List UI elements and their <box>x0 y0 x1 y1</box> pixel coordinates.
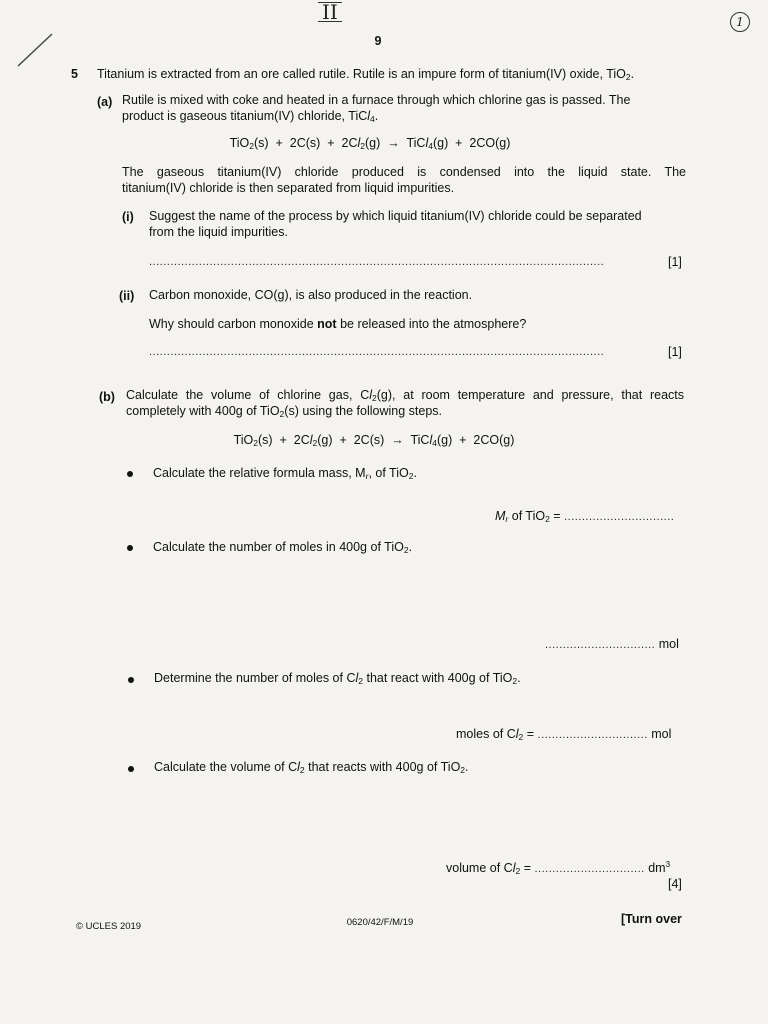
bullet-4-text: Calculate the volume of $Cl_2$ that reacts with 400g of TiO$_2$. <box>154 760 469 775</box>
bullet-4-marker <box>128 766 134 772</box>
marks-b: [4] <box>668 877 682 891</box>
answer-volume-cl2: volume of $Cl_2$ = ............................... $dm^3$ <box>446 860 671 876</box>
question-number: 5 <box>71 67 78 81</box>
bullet-2-text: Calculate the number of moles in 400g of TiO$_2$. <box>153 540 413 555</box>
answer-moles-cl2: moles of $Cl_2$ = ............................... mol <box>456 727 672 742</box>
footer-turn-over: [Turn over <box>621 912 682 926</box>
part-a-label: (a) <box>97 95 113 109</box>
footer-paper-code: 0620/42/F/M/19 <box>346 917 414 928</box>
part-a-ii-question: Why should carbon monoxide not be released into the atmosphere? <box>149 317 527 331</box>
part-a-text: Rutile is mixed with coke and heated in a furnace through which chlorine gas is passed. The product is gaseous titanium(IV) chloride, TiCl$_4$. <box>122 93 631 124</box>
handwritten-tick-mark <box>14 30 56 70</box>
answer-mr: $M_r$ of TiO$_2$ = ............................... <box>495 509 675 524</box>
page-number: 9 <box>374 34 382 48</box>
answer-line-moles-tio2[interactable]: ............................... <box>545 639 656 651</box>
part-a-i-label: (i) <box>122 210 134 224</box>
footer-copyright: © UCLES 2019 <box>76 921 142 932</box>
marks-a-i: [1] <box>668 255 682 269</box>
bullet-1-text: Calculate the relative formula mass, $M_r$, of TiO$_2$. <box>153 466 417 481</box>
answer-line-moles-cl2[interactable]: ............................... <box>537 729 648 741</box>
question-intro: Titanium is extracted from an ore called rutile. Rutile is an impure form of titanium(IV) oxide, TiO$_2$. <box>97 67 635 82</box>
answer-line-volume-cl2[interactable]: ............................... <box>534 863 645 875</box>
part-b-label: (b) <box>99 390 115 404</box>
part-a-paragraph: The gaseous titanium(IV) chloride produced is condensed into the liquid state. The titanium(IV) chloride is then separated from liquid impurities. <box>122 165 686 195</box>
bullet-3-text: Determine the number of moles of $Cl_2$ that react with 400g of TiO$_2$. <box>154 671 521 686</box>
equation-b: $TiO_2(s) + 2Cl_2(g) + 2C(s)$ → TiCl$_4$(g) + 2CO(g) <box>233 433 515 448</box>
answer-moles-tio2: ............................... mol <box>545 637 679 651</box>
handwritten-circled-number: 1 <box>730 12 750 32</box>
equation-a: $TiO_2(s) + 2C(s) + 2Cl_2(g)$ → TiCl$_4$(g) + 2CO(g) <box>229 136 511 151</box>
part-b-text: Calculate the volume of chlorine gas, $Cl_2(g)$, at room temperature and pressure, that reacts completely with 400g of TiO$_2$(s) using the following steps. <box>126 388 684 419</box>
answer-line-mr[interactable]: ............................... <box>564 511 675 523</box>
part-a-ii-text: Carbon monoxide, CO(g), is also produced in the reaction. <box>149 288 473 302</box>
answer-line-a-i[interactable]: ................................................................................................................................ <box>149 256 605 268</box>
bullet-2-marker <box>127 545 133 551</box>
bullet-3-marker <box>128 677 134 683</box>
marks-a-ii: [1] <box>668 345 682 359</box>
part-a-i-text: Suggest the name of the process by which liquid titanium(IV) chloride could be separated from the liquid impurities. <box>149 209 642 239</box>
bullet-1-marker <box>127 471 133 477</box>
answer-line-a-ii[interactable]: ................................................................................................................................ <box>149 346 605 358</box>
part-a-ii-label: (ii) <box>119 289 135 303</box>
handwritten-roman-numeral: II <box>318 2 342 22</box>
